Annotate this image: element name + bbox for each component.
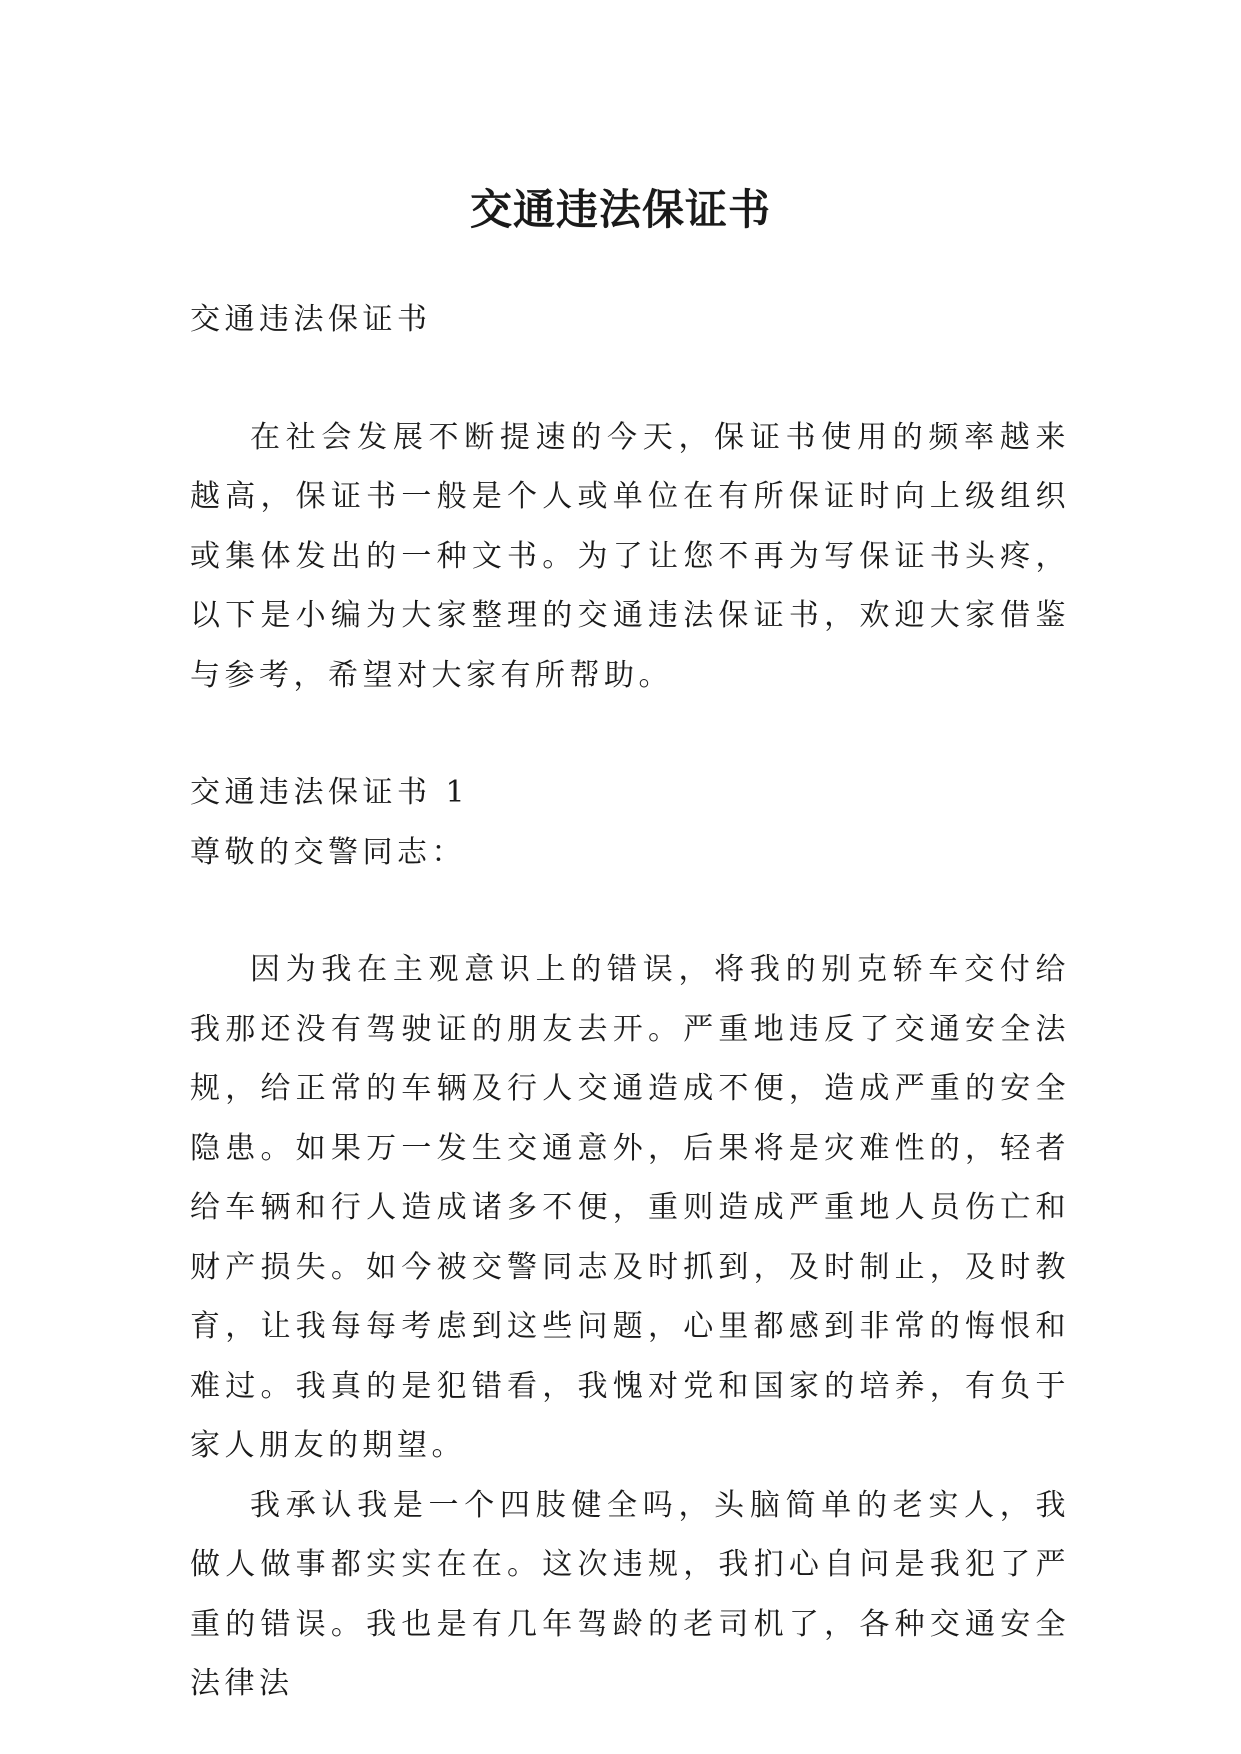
document-subtitle: 交通违法保证书 (190, 302, 432, 337)
body-paragraph-2: 我承认我是一个四肢健全吗，头脑简单的老实人，我做人做事都实实在在。这次违规，我扪心自问是我犯了严重的错误。我也是有几年驾龄的老司机了，各种交通安全法律法 (190, 1487, 1070, 1701)
section-heading: 交通违法保证书 1 (190, 775, 470, 810)
intro-paragraph: 在社会发展不断提速的今天，保证书使用的频率越来越高，保证书一般是个人或单位在有所保证时向上级组织或集体发出的一种文书。为了让您不再为写保证书头疼，以下是小编为大家整理的交通违法保证书，欢迎大家借鉴与参考，希望对大家有所帮助。 (190, 419, 1070, 693)
body-paragraph-1: 因为我在主观意识上的错误，将我的别克轿车交付给我那还没有驾驶证的朋友去开。严重地违反了交通安全法规，给正常的车辆及行人交通造成不便，造成严重的安全隐患。如果万一发生交通意外，后果将是灾难性的，轻者给车辆和行人造成诸多不便，重则造成严重地人员伤亡和财产损失。如今被交警同志及时抓到，及时制止，及时教育，让我每每考虑到这些问题，心里都感到非常的悔恨和难过。我真的是犯错看，我愧对党和国家的培养，有负于家人朋友的期望。 (190, 952, 1070, 1463)
document-body (190, 290, 1070, 1714)
document-title: 交通违法保证书 (469, 185, 771, 235)
salutation: 尊敬的交警同志： (190, 834, 466, 870)
